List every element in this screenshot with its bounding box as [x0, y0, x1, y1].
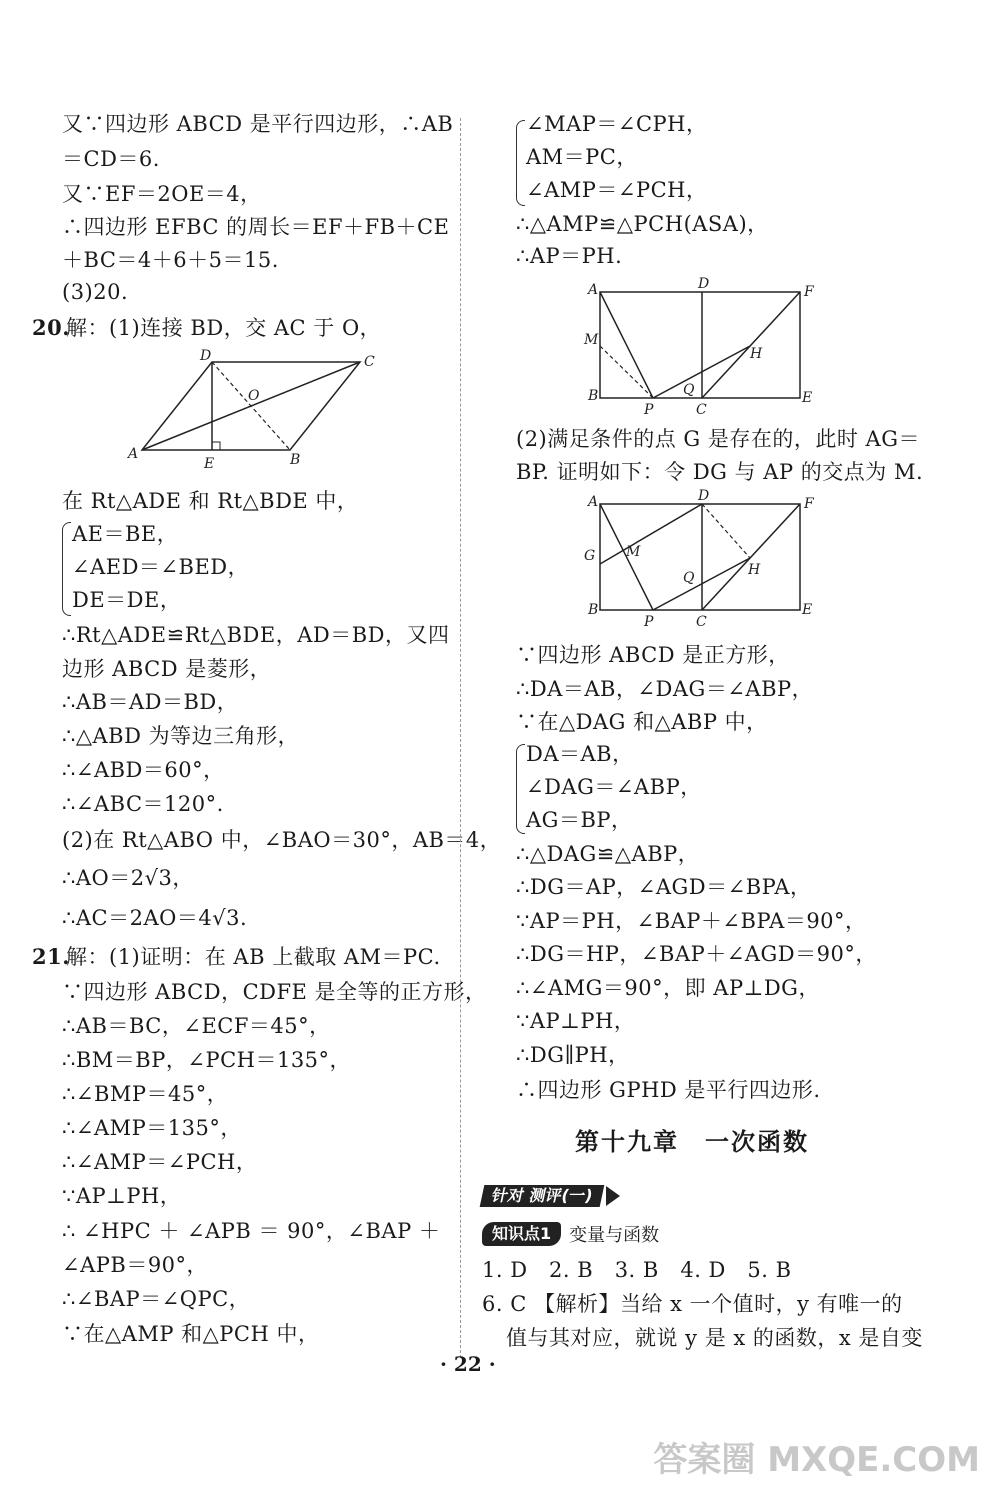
banner-label: 针对 测评(一)	[480, 1185, 605, 1207]
text-line: ∴∠BMP＝45°，	[62, 1082, 229, 1106]
text-line: ∵AP⊥PH，	[516, 1009, 636, 1033]
text-line: ∵AP＝PH，∠BAP＋∠BPA＝90°，	[516, 909, 867, 933]
text-line: ∴AC＝2AO＝4√3.	[62, 906, 248, 930]
vertex-label: F	[804, 284, 814, 300]
text-line: 解：(1)证明：在 AB 上截取 AM＝PC.	[66, 945, 441, 969]
vertex-label: F	[804, 496, 814, 512]
text-line: 边形 ABCD 是菱形，	[62, 657, 272, 681]
text-line: ∠AED＝∠BED，	[72, 555, 250, 579]
text-line: ∴△DAG≌△ABP，	[516, 842, 700, 866]
text-line: DA＝AB，	[526, 742, 634, 766]
text-line: 又∵EF＝2OE＝4，	[62, 182, 262, 206]
figure-squares-1	[578, 276, 828, 416]
vertex-label: Q	[683, 382, 695, 398]
text-line: ∴BM＝BP，∠PCH＝135°，	[62, 1048, 352, 1072]
text-line: DE＝DE，	[72, 588, 182, 612]
text-line: ∴AB＝BC，∠ECF＝45°，	[62, 1014, 331, 1038]
vertex-label: M	[626, 544, 641, 560]
text-line: AM＝PC，	[526, 145, 638, 169]
vertex-label: C	[696, 614, 707, 628]
text-line: 又∵四边形 ABCD 是平行四边形，∴AB	[62, 112, 454, 136]
answer-line: 1. D 2. B 3. B 4. D 5. B	[482, 1258, 792, 1282]
text-line: (3)20.	[62, 280, 129, 304]
text-line: AE＝BE，	[72, 522, 179, 546]
text-line: ∴AP＝PH.	[516, 244, 623, 268]
vertex-label: M	[584, 332, 599, 348]
text-line: ∴Rt△ADE≌Rt△BDE，AD＝BD，又四	[62, 623, 450, 647]
vertex-label: D	[200, 348, 212, 364]
brace	[516, 744, 525, 834]
text-line: ∴△AMP≌△PCH(ASA)，	[516, 212, 769, 236]
vertex-label: H	[748, 562, 761, 578]
vertex-label: A	[588, 282, 599, 298]
text-line: ∴DA＝AB，∠DAG＝∠ABP，	[516, 677, 814, 701]
chapter-title: 第十九章 一次函数	[575, 1128, 809, 1156]
text-line: ＋BC＝4＋6＋5＝15.	[62, 248, 279, 272]
column-divider	[460, 118, 461, 1358]
knowledge-point	[482, 1221, 659, 1247]
vertex-label: E	[802, 602, 813, 618]
vertex-label: C	[696, 402, 707, 416]
text-line: ∵四边形 ABCD 是正方形，	[516, 643, 790, 667]
text-line: ∴四边形 GPHD 是平行四边形.	[516, 1078, 821, 1102]
text-line: ∴∠ABC＝120°.	[62, 792, 224, 816]
text-line: ∵在△AMP 和△PCH 中，	[62, 1322, 320, 1346]
text-line: 解：(1)连接 BD，交 AC 于 O，	[66, 316, 382, 340]
vertex-label: B	[290, 452, 301, 468]
vertex-label: E	[802, 390, 813, 406]
vertex-label: D	[698, 276, 710, 292]
figure-rhombus	[120, 340, 390, 480]
vertex-label: C	[364, 354, 375, 370]
question-number: 20.	[32, 315, 71, 340]
text-line: ∴∠AMP＝135°，	[62, 1116, 242, 1140]
vertex-label: H	[750, 346, 763, 362]
brace	[62, 522, 71, 616]
vertex-label: P	[644, 402, 654, 416]
text-line: ∴四边形 EFBC 的周长＝EF＋FB＋CE	[62, 215, 450, 239]
text-line: 值与其对应，就说 y 是 x 的函数，x 是自变	[506, 1326, 923, 1350]
kp-tag: 知识点1	[482, 1222, 561, 1246]
figure-squares-2	[578, 488, 828, 628]
page-number: · 22 ·	[440, 1352, 496, 1376]
kp-title: 变量与函数	[569, 1225, 660, 1246]
watermark-logo: 答案圈 MXQE.COM	[653, 1440, 980, 1480]
brace	[516, 120, 525, 206]
text-line: ∴AO＝2√3，	[62, 866, 194, 890]
vertex-label: B	[588, 602, 599, 618]
text-line: ∴△ABD 为等边三角形，	[62, 724, 300, 748]
text-line: 在 Rt△ADE 和 Rt△BDE 中，	[62, 489, 359, 513]
text-line: (2)在 Rt△ABO 中，∠BAO＝30°，AB＝4，	[62, 828, 502, 852]
text-line: ∴∠AMP＝∠PCH，	[62, 1150, 258, 1174]
text-line: ∴AB＝AD＝BD，	[62, 690, 239, 714]
vertex-label: O	[248, 388, 260, 404]
text-line: ∠DAG＝∠ABP，	[526, 775, 702, 799]
text-line: ∴ ∠HPC ＋ ∠APB ＝ 90°，∠BAP ＋	[62, 1219, 441, 1243]
text-line: BP. 证明如下：令 DG 与 AP 的交点为 M.	[516, 460, 924, 484]
vertex-label: E	[204, 456, 215, 472]
text-line: ＝CD＝6.	[62, 147, 160, 171]
text-line: ∴∠ABD＝60°，	[62, 758, 225, 782]
vertex-label: P	[644, 614, 654, 628]
text-line: ∴DG＝HP，∠BAP＋∠AGD＝90°，	[516, 942, 877, 966]
text-line: ∴DG＝AP，∠AGD＝∠BPA，	[516, 875, 812, 899]
text-line: ∠AMP＝∠PCH，	[526, 178, 708, 202]
text-line: ∠APB＝90°，	[62, 1253, 209, 1277]
vertex-label: G	[584, 548, 596, 564]
text-line: (2)满足条件的点 G 是存在的，此时 AG＝	[516, 427, 920, 451]
text-line: ∴∠AMG＝90°，即 AP⊥DG，	[516, 976, 820, 1000]
vertex-label: B	[588, 388, 599, 404]
vertex-label: D	[698, 488, 710, 504]
vertex-label: A	[128, 446, 139, 462]
arrow-icon	[606, 1186, 620, 1206]
text-line: 6. C 【解析】当给 x 一个值时，y 有唯一的	[482, 1292, 903, 1316]
text-line: ∵AP⊥PH，	[62, 1184, 182, 1208]
text-line: ∵在△DAG 和△ABP 中，	[516, 710, 768, 734]
text-line: ∠MAP＝∠CPH，	[526, 112, 708, 136]
text-line: ∴∠BAP＝∠QPC，	[62, 1287, 251, 1311]
vertex-label: Q	[683, 570, 695, 586]
text-line: AG＝BP，	[526, 808, 633, 832]
question-number: 21.	[32, 944, 71, 969]
text-line: ∴DG∥PH，	[516, 1043, 630, 1067]
text-line: ∵四边形 ABCD，CDFE 是全等的正方形，	[62, 980, 487, 1004]
section-banner	[482, 1184, 620, 1208]
vertex-label: A	[588, 494, 599, 510]
